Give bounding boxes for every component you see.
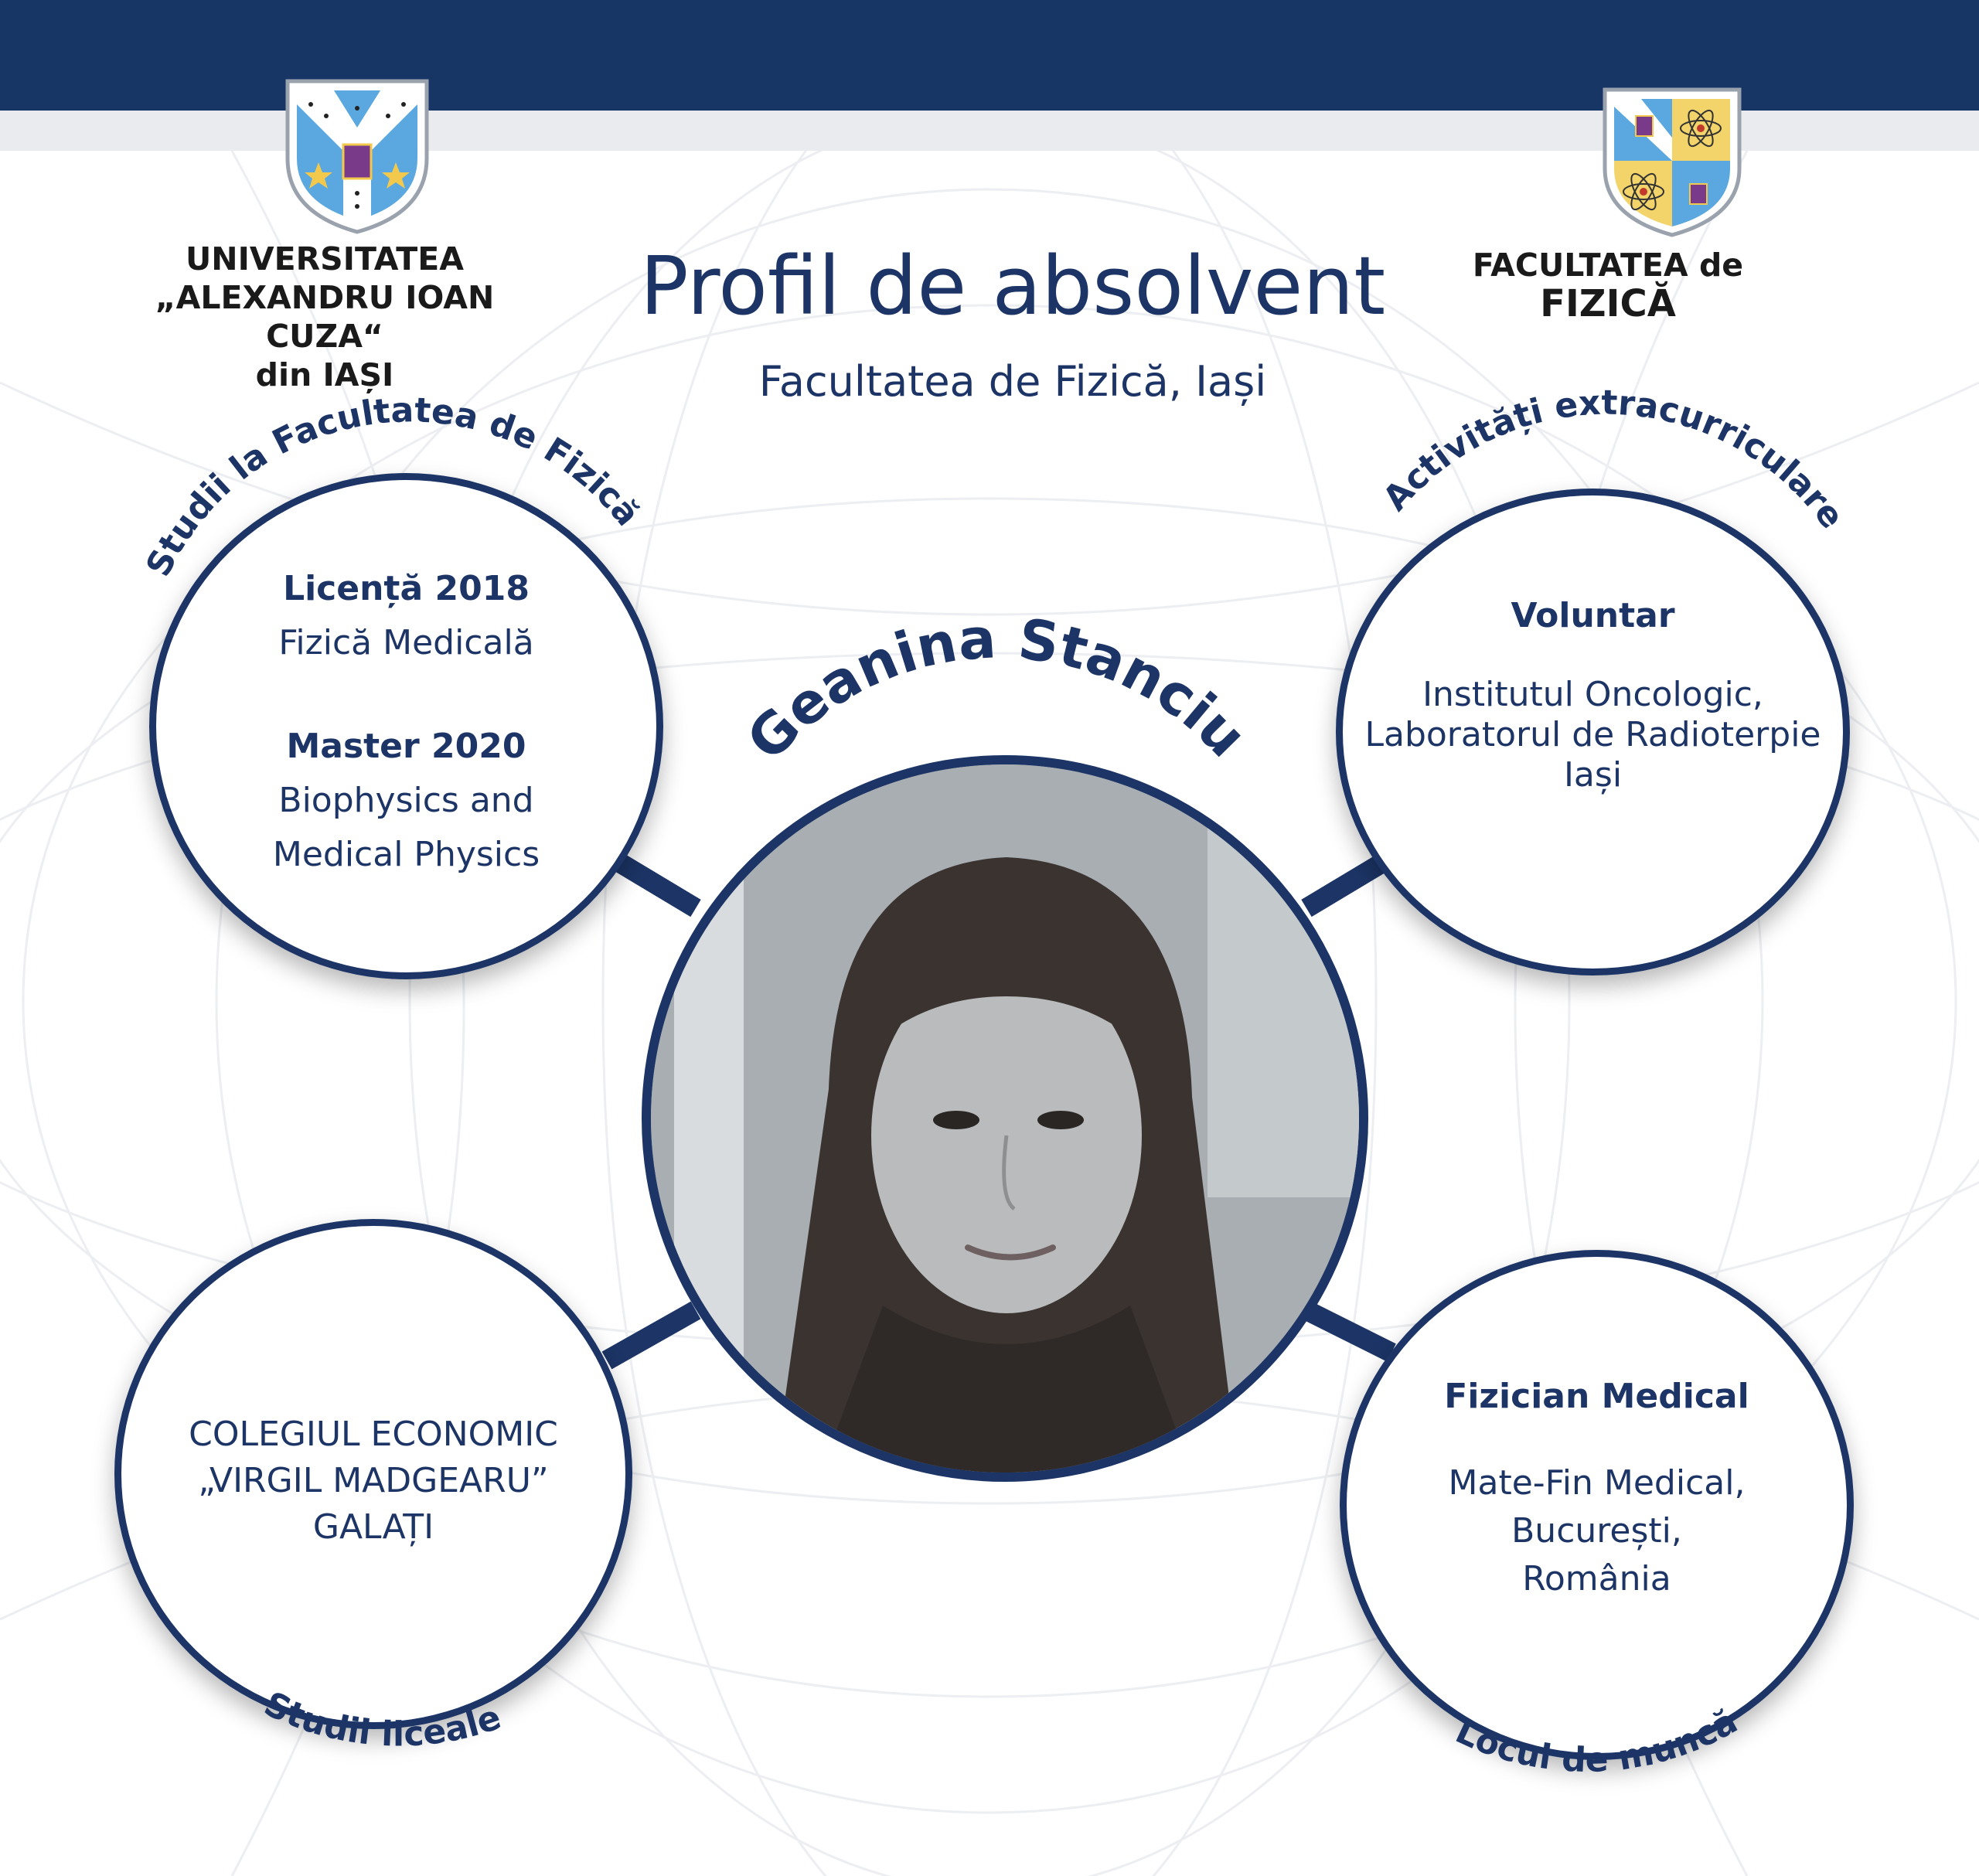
highschool-line-1: COLEGIUL ECONOMIC [189, 1415, 558, 1454]
university-line-2: „ALEXANDRU IOAN CUZA“ [155, 279, 495, 355]
master-title: Master 2020 [286, 727, 526, 766]
workplace-heading: Locul de muncă [1449, 1701, 1744, 1780]
master-field-2: Medical Physics [272, 835, 540, 874]
graduate-name: Geanina Stanciu [734, 605, 1259, 773]
workplace-line-2: București, [1511, 1511, 1682, 1551]
master-field-1: Biophysics and [278, 781, 534, 820]
highschool-circle [114, 1219, 632, 1729]
workplace-circle [1340, 1250, 1854, 1760]
extracurricular-line-2: Laboratorul de Radioterpie [1364, 715, 1821, 754]
faculty-line-2: FIZICĂ [1540, 282, 1676, 325]
connector-extracurricular [1306, 862, 1384, 908]
extracurricular-heading: Activități extracurriculare [1375, 383, 1852, 536]
bachelor-field: Fizică Medicală [278, 623, 534, 662]
graduate-photo [642, 755, 1368, 1482]
connector-highschool [607, 1310, 696, 1360]
connector-workplace [1306, 1310, 1391, 1353]
studies-heading: Studii la Facultatea de Fizică [138, 390, 648, 583]
university-line-3: din IAȘI [255, 356, 394, 393]
bachelor-title: Licență 2018 [283, 569, 530, 608]
page-title: Profil de absolvent [639, 239, 1386, 333]
highschool-line-3: GALAȚI [312, 1507, 434, 1547]
page-subtitle: Facultatea de Fizică, Iași [758, 357, 1267, 406]
extracurricular-role: Voluntar [1511, 596, 1675, 635]
extracurricular-circle [1336, 489, 1850, 975]
highschool-line-2: „VIRGIL MADGEARU” [198, 1461, 549, 1500]
portrait-illustration [651, 764, 1359, 1473]
workplace-line-3: România [1522, 1559, 1671, 1599]
university-line-1: UNIVERSITATEA [186, 240, 464, 277]
workplace-line-1: Mate-Fin Medical, [1448, 1463, 1746, 1503]
faculty-line-1: FACULTATEA de [1472, 247, 1744, 284]
extracurricular-line-1: Institutul Oncologic, [1422, 675, 1763, 714]
highschool-heading: Studii liceale [257, 1684, 506, 1755]
studies-circle [149, 473, 663, 979]
workplace-role: Fizician Medical [1444, 1377, 1749, 1416]
extracurricular-line-3: Iași [1563, 755, 1623, 795]
